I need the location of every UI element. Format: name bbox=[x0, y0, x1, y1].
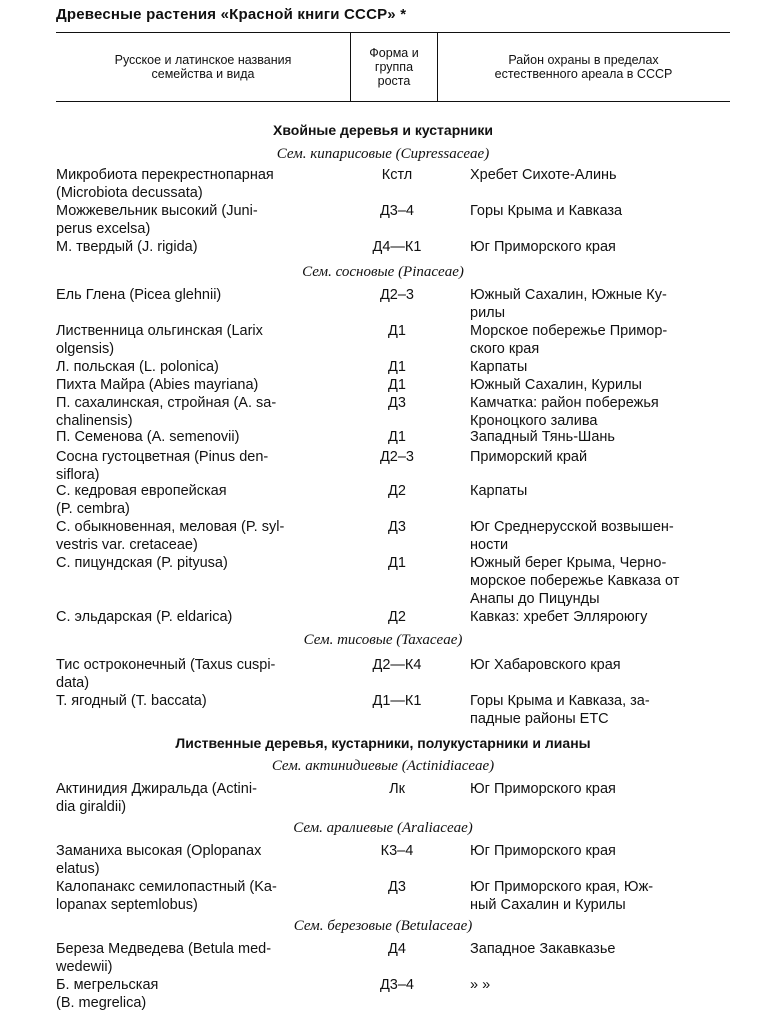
species-name: П. Семенова (A. semenovii) bbox=[56, 429, 240, 445]
growth-form: Кстл bbox=[381, 167, 413, 183]
growth-form: Д2 bbox=[388, 609, 406, 625]
species-name: Ель Глена (Picea glehnii) bbox=[56, 287, 222, 303]
species-name: Т. ягодный (T. baccata) bbox=[56, 693, 207, 709]
species-name: Можжевельник высокий (Juni- perus excelsa) bbox=[56, 203, 258, 237]
growth-form: Д3 bbox=[388, 395, 406, 411]
protection-area: Приморский край bbox=[470, 449, 588, 465]
table-header bbox=[56, 32, 730, 102]
family-header: Сем. кипарисовые (Cupressaceae) bbox=[276, 146, 490, 162]
growth-form: Д3 bbox=[388, 879, 406, 895]
growth-form: Д1 bbox=[388, 377, 406, 393]
growth-form: Д1—К1 bbox=[372, 693, 422, 709]
protection-area: Юг Приморского края bbox=[470, 843, 616, 859]
growth-form: Д2 bbox=[388, 483, 406, 499]
growth-form: Д1 bbox=[388, 429, 406, 445]
family-header: Сем. березовые (Betulaceae) bbox=[293, 918, 473, 934]
protection-area: Морское побережье Примор- ского края bbox=[470, 323, 668, 357]
species-name: М. твердый (J. rigida) bbox=[56, 239, 198, 255]
species-name: Заманиха высокая (Oplopanax elatus) bbox=[56, 843, 262, 877]
protection-area: Горы Крыма и Кавказа bbox=[470, 203, 623, 219]
document-title: Древесные растения «Красной книги СССР» * bbox=[56, 6, 407, 23]
species-name: С. обыкновенная, меловая (P. syl- vestris var. cretaceae) bbox=[56, 519, 285, 553]
species-name: Тис остроконечный (Taxus cuspi- data) bbox=[56, 657, 276, 691]
species-name: Л. польская (L. polonica) bbox=[56, 359, 219, 375]
protection-area: Южный Сахалин, Курилы bbox=[470, 377, 642, 393]
species-name: С. эльдарская (P. eldarica) bbox=[56, 609, 233, 625]
protection-area: Южный Сахалин, Южные Ку- рилы bbox=[470, 287, 667, 321]
protection-area: Юг Хабаровского края bbox=[470, 657, 621, 673]
growth-form: Д1 bbox=[388, 359, 406, 375]
header-area-column: Район охраны в пределах естественного ареала в СССР bbox=[494, 53, 673, 81]
growth-form: Д3–4 bbox=[379, 203, 414, 219]
protection-area: Карпаты bbox=[470, 359, 528, 375]
species-name: Калопанакс семилопастный (Ka- lopanax septemlobus) bbox=[56, 879, 277, 913]
protection-area: Юг Среднерусской возвышен- ности bbox=[470, 519, 674, 553]
species-name: С. кедровая европейская (P. cembra) bbox=[56, 483, 227, 517]
species-name: Лиственница ольгинская (Larix olgensis) bbox=[56, 323, 263, 357]
species-name: Микробиота перекрестнопарная (Microbiota decussata) bbox=[56, 167, 274, 201]
protection-area: Хребет Сихоте-Алинь bbox=[470, 167, 617, 183]
growth-form: Д2—К4 bbox=[372, 657, 422, 673]
protection-area: Горы Крыма и Кавказа, за- падные районы ЕТС bbox=[470, 693, 650, 727]
growth-form: Д4—К1 bbox=[372, 239, 422, 255]
header-name-column: Русское и латинское названия семейства и вида bbox=[114, 53, 292, 81]
species-name: Береза Медведева (Betula med- wedewii) bbox=[56, 941, 272, 975]
protection-area: Камчатка: район побережья Кроноцкого залива bbox=[470, 395, 659, 429]
growth-form: К3–4 bbox=[380, 843, 414, 859]
protection-area: » » bbox=[470, 977, 491, 993]
growth-form: Д2–3 bbox=[379, 449, 414, 465]
species-name: Актинидия Джиральда (Actini- dia giraldii) bbox=[56, 781, 257, 815]
protection-area: Кавказ: хребет Элляроюгу bbox=[470, 609, 648, 625]
protection-area: Южный берег Крыма, Черно- морское побережье Кавказа от Анапы до Пицунды bbox=[470, 555, 680, 607]
family-header: Сем. аралиевые (Araliaceae) bbox=[293, 820, 473, 836]
growth-form: Д3–4 bbox=[379, 977, 414, 993]
growth-form: Лк bbox=[389, 781, 405, 797]
species-name: Сосна густоцветная (Pinus den- siflora) bbox=[56, 449, 269, 483]
protection-area: Юг Приморского края, Юж- ный Сахалин и Курилы bbox=[470, 879, 654, 913]
protection-area: Юг Приморского края bbox=[470, 781, 616, 797]
header-form-column: Форма и группа роста bbox=[350, 33, 438, 101]
growth-form: Д2–3 bbox=[379, 287, 414, 303]
growth-form: Д1 bbox=[388, 555, 406, 571]
protection-area: Западный Тянь-Шань bbox=[470, 429, 615, 445]
protection-area: Западное Закавказье bbox=[470, 941, 616, 957]
species-name: С. пицундская (P. pityusa) bbox=[56, 555, 228, 571]
growth-form: Д3 bbox=[388, 519, 406, 535]
growth-form: Д1 bbox=[388, 323, 406, 339]
species-name: Пихта Майра (Abies mayriana) bbox=[56, 377, 259, 393]
species-name: Б. мегрельская (B. megrelica) bbox=[56, 977, 159, 1011]
family-header: Сем. тисовые (Taxaceae) bbox=[303, 632, 463, 648]
protection-area: Юг Приморского края bbox=[470, 239, 616, 255]
species-name: П. сахалинская, стройная (A. sa- chalinensis) bbox=[56, 395, 277, 429]
growth-form: Д4 bbox=[388, 941, 406, 957]
protection-area: Карпаты bbox=[470, 483, 528, 499]
family-header: Сем. сосновые (Pinaceae) bbox=[302, 264, 464, 280]
family-header: Сем. актинидиевые (Actinidiaceae) bbox=[271, 758, 495, 774]
section-title: Лиственные деревья, кустарники, полукустарники и лианы bbox=[175, 735, 591, 751]
section-title: Хвойные деревья и кустарники bbox=[273, 122, 493, 138]
